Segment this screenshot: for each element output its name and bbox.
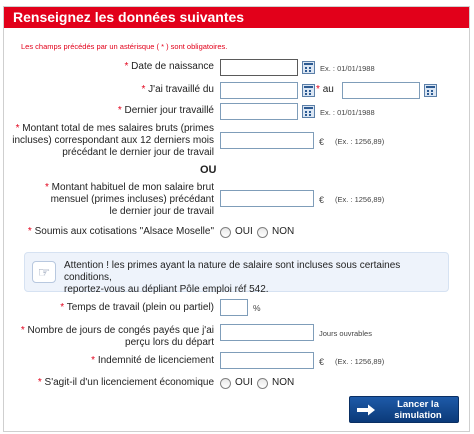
alsace-yes-label: OUI xyxy=(235,226,253,237)
form-title: Renseignez les données suivantes xyxy=(4,7,469,28)
or-separator: OU xyxy=(200,164,217,176)
alsace-moselle-label: * Soumis aux cotisations "Alsace Moselle" xyxy=(27,226,214,237)
severance-label: * Indemnité de licenciement xyxy=(91,355,214,366)
alsace-no-radio[interactable] xyxy=(257,227,268,238)
pointing-hand-icon: ☞ xyxy=(32,261,56,283)
economic-dismissal-label: * S'agit-il d'un licenciement économique xyxy=(37,377,214,388)
required-fields-note: Les champs précédés par un astérisque ( * ) sont obligatoires. xyxy=(21,42,228,51)
calendar-icon[interactable] xyxy=(302,84,315,97)
calendar-icon[interactable] xyxy=(302,105,315,118)
percent-unit: % xyxy=(253,303,261,313)
gross-monthly-label: * Montant habituel de mon salaire brut mensuel (primes incluses) précédant le dernier jour de travail xyxy=(44,182,214,217)
work-time-input[interactable] xyxy=(220,299,248,316)
gross-total-input[interactable] xyxy=(220,132,314,149)
economic-no-radio[interactable] xyxy=(257,378,268,389)
leave-days-input[interactable] xyxy=(220,324,314,341)
economic-yes-radio[interactable] xyxy=(220,378,231,389)
severance-hint: (Ex. : 1256,89) xyxy=(335,357,385,366)
worked-from-label: * J'ai travaillé du xyxy=(141,84,214,95)
alsace-yes-radio[interactable] xyxy=(220,227,231,238)
euro-sign: € xyxy=(319,195,325,205)
leave-days-label: * Nombre de jours de congés payés que j'ai perçu lors du départ xyxy=(20,325,214,348)
simulation-form xyxy=(3,6,470,432)
last-day-label: * Dernier jour travaillé xyxy=(117,105,214,116)
birth-date-label: * Date de naissance xyxy=(124,61,214,72)
severance-input[interactable] xyxy=(220,352,314,369)
alsace-no-label: NON xyxy=(272,226,295,237)
last-day-hint: Ex. : 01/01/1988 xyxy=(320,108,375,117)
calendar-icon[interactable] xyxy=(302,61,315,74)
info-notice xyxy=(24,252,449,295)
euro-sign: € xyxy=(319,357,325,367)
economic-no-label: NON xyxy=(272,377,295,388)
last-day-input[interactable] xyxy=(220,103,298,120)
worked-from-input[interactable] xyxy=(220,82,298,99)
calendar-icon[interactable] xyxy=(424,84,437,97)
gross-monthly-hint: (Ex. : 1256,89) xyxy=(335,195,385,204)
arrow-right-icon xyxy=(356,404,376,416)
economic-yes-label: OUI xyxy=(235,377,253,388)
worked-to-label: * au xyxy=(316,84,334,95)
run-simulation-button[interactable] xyxy=(349,396,459,423)
worked-to-input[interactable] xyxy=(342,82,420,99)
work-time-label: * Temps de travail (plein ou partiel) xyxy=(60,302,214,313)
leave-days-unit: Jours ouvrables xyxy=(319,329,372,338)
gross-monthly-input[interactable] xyxy=(220,190,314,207)
gross-total-hint: (Ex. : 1256,89) xyxy=(335,137,385,146)
birth-date-input[interactable] xyxy=(220,59,298,76)
info-text: Attention ! les primes ayant la nature de salaire sont incluses sous certaines conditions, reportez-vous au dépliant Pôle emploi réf 542. xyxy=(64,260,401,295)
gross-total-label: * Montant total de mes salaires bruts (primes incluses) correspondant aux 12 derniers mois précédant le dernier jour de travail xyxy=(12,123,214,158)
euro-sign: € xyxy=(319,137,325,147)
run-simulation-label: Lancer la simulation xyxy=(394,399,442,421)
birth-date-hint: Ex. : 01/01/1988 xyxy=(320,64,375,73)
